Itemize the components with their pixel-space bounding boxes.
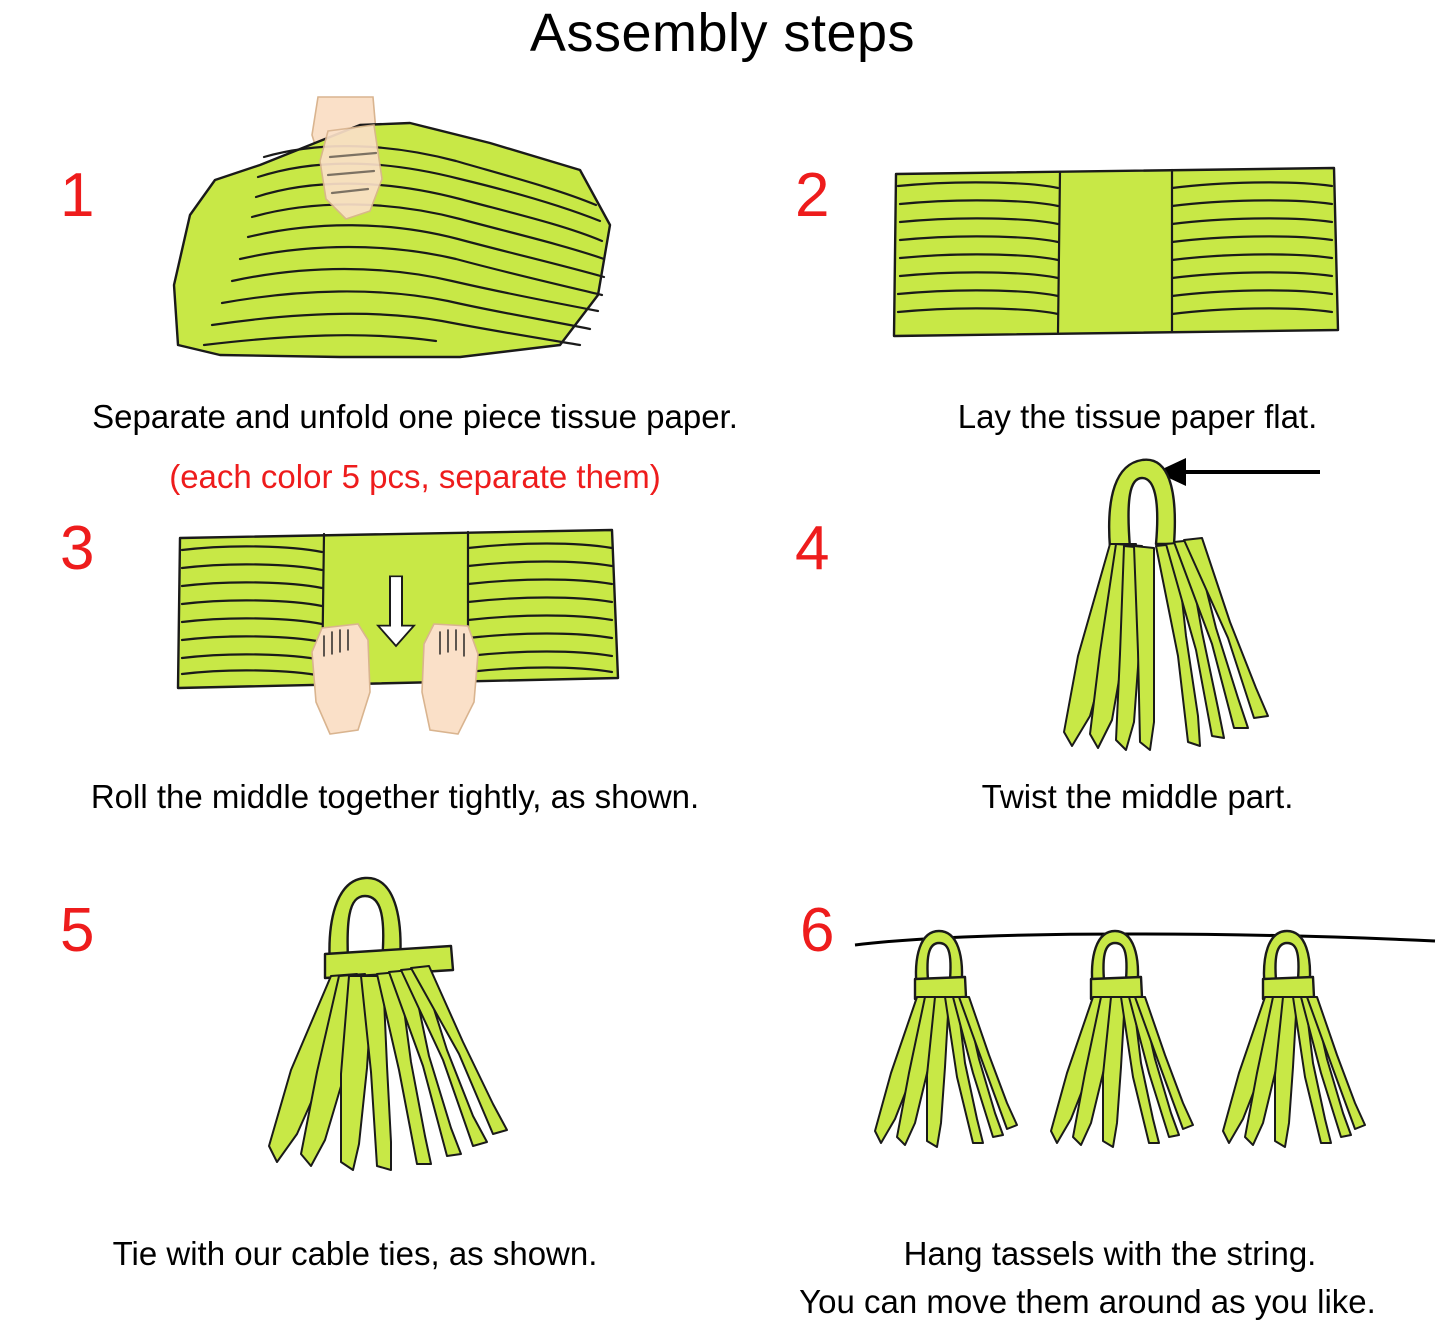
step-6-caption-line2: You can move them around as you like. bbox=[799, 1283, 1376, 1320]
step-4-illustration bbox=[960, 440, 1380, 770]
tassel-2 bbox=[1051, 931, 1193, 1147]
tassel-1 bbox=[875, 931, 1017, 1147]
step-5-number: 5 bbox=[60, 896, 95, 965]
step-4-number: 4 bbox=[795, 514, 830, 583]
step-3-number: 3 bbox=[60, 514, 95, 583]
step-1-illustration bbox=[160, 95, 630, 370]
step-4-caption: Twist the middle part. bbox=[981, 778, 1294, 815]
step-2-number: 2 bbox=[795, 161, 830, 230]
tassel-3 bbox=[1223, 931, 1365, 1147]
step-2-caption: Lay the tissue paper flat. bbox=[957, 398, 1318, 435]
step-1-number: 1 bbox=[60, 161, 95, 230]
left-hand-icon bbox=[312, 624, 370, 734]
pointer-arrow-icon bbox=[1156, 458, 1320, 486]
step-1-caption: Separate and unfold one piece tissue paper. bbox=[92, 398, 738, 435]
tassel-strands bbox=[1064, 538, 1268, 750]
step-5-caption: Tie with our cable ties, as shown. bbox=[112, 1235, 598, 1272]
step-6-caption: Hang tassels with the string. bbox=[903, 1235, 1317, 1272]
step-3-illustration bbox=[172, 520, 622, 760]
step-3-caption: Roll the middle together tightly, as shown. bbox=[90, 778, 700, 815]
step-5-illustration bbox=[225, 858, 555, 1188]
tassel-strands bbox=[269, 966, 507, 1170]
page-title: Assembly steps bbox=[529, 3, 916, 63]
step-2-illustration bbox=[890, 160, 1340, 345]
right-hand-icon bbox=[422, 624, 478, 734]
step-6-illustration bbox=[845, 905, 1445, 1185]
step-1-subcaption: (each color 5 pcs, separate them) bbox=[169, 458, 661, 495]
step-6-number: 6 bbox=[800, 896, 835, 965]
